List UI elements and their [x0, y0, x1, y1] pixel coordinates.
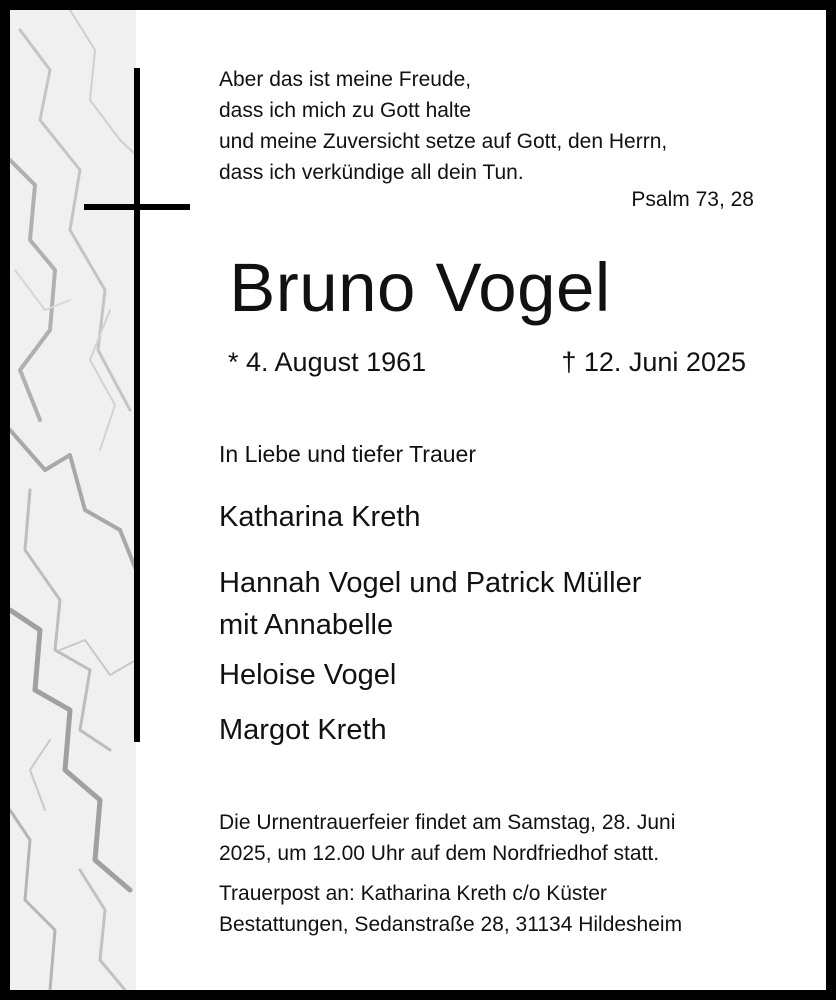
mourner-entry [219, 709, 387, 751]
mail-line: Bestattungen, Sedanstraße 28, 31134 Hildesheim [219, 913, 683, 936]
marble-panel [10, 10, 136, 990]
verse-line: und meine Zuversicht setze auf Gott, den Herrn, [219, 130, 668, 153]
mail-address [219, 878, 682, 940]
service-line: 2025, um 12.00 Uhr auf dem Nordfriedhof statt. [219, 842, 660, 865]
mourner-entry [219, 562, 641, 646]
mourner-line: mit Annabelle [219, 609, 394, 641]
verse-line: Aber das ist meine Freude, [219, 68, 472, 91]
mourner-entry [219, 654, 396, 696]
verse-line: dass ich mich zu Gott halte [219, 99, 472, 122]
psalm-verse [219, 64, 667, 188]
mourner-line: Katharina Kreth [219, 501, 421, 533]
verse-line: dass ich verkündige all dein Tun. [219, 161, 524, 184]
mourner-line: Heloise Vogel [219, 659, 397, 691]
mail-line: Trauerpost an: Katharina Kreth c/o Küster [219, 882, 607, 905]
mourner-line: Margot Kreth [219, 714, 387, 746]
marble-texture [10, 10, 136, 990]
verse-reference: Psalm 73, 28 [631, 188, 754, 211]
service-info [219, 807, 675, 869]
cross-vertical-bar [134, 68, 140, 742]
birth-date: * 4. August 1961 [228, 347, 427, 377]
cross-horizontal-bar [84, 204, 190, 210]
mourner-line: Hannah Vogel und Patrick Müller [219, 567, 642, 599]
mourner-entry [219, 496, 421, 538]
service-line: Die Urnentrauerfeier findet am Samstag, 28. Juni [219, 811, 676, 834]
deceased-name: Bruno Vogel [229, 249, 611, 326]
mourning-intro: In Liebe und tiefer Trauer [219, 441, 476, 467]
death-date: † 12. Juni 2025 [561, 347, 746, 377]
